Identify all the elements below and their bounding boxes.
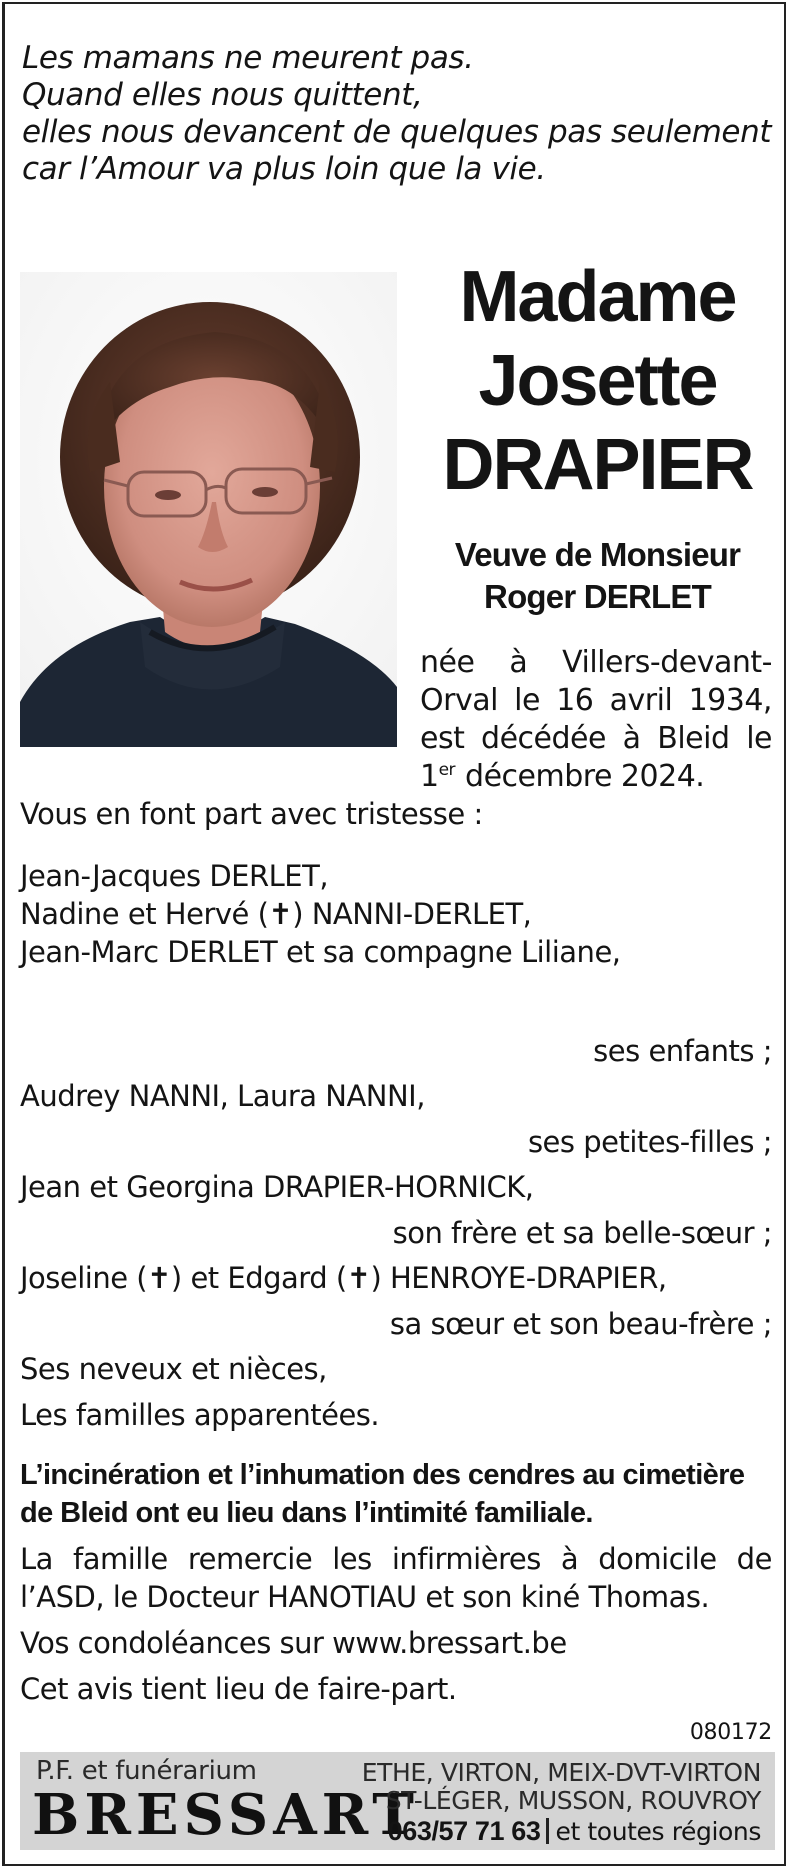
widow-line: Veuve de Monsieur (454, 536, 741, 573)
word: à (509, 645, 528, 680)
word: 1934, (688, 683, 772, 718)
children-list (20, 857, 772, 971)
children-role: ses enfants ; (593, 1034, 772, 1068)
nephews: Ses neveux et nièces, (20, 1352, 327, 1386)
intro-text: Vous en font part avec tristesse : (20, 797, 483, 831)
word: infirmières (391, 1542, 541, 1576)
birth-line (420, 682, 772, 720)
word: domicile (598, 1542, 717, 1576)
word: décédée (481, 721, 606, 756)
name-title: Madame (459, 257, 736, 337)
phone-number: 063/57 71 63 (387, 1816, 541, 1846)
word: les (332, 1542, 372, 1576)
ordinal-suffix: er (438, 760, 456, 780)
death-line (420, 758, 772, 796)
reference-number: 080172 (689, 1720, 772, 1745)
funeral-home-subtitle: P.F. et funérarium (36, 1756, 257, 1786)
death-line (420, 720, 772, 758)
brother-role: son frère et sa belle-sœur ; (392, 1216, 772, 1250)
word: décembre 2024. (465, 759, 705, 794)
sister-role: sa sœur et son beau-frère ; (389, 1307, 772, 1341)
regions: et toutes régions (555, 1817, 761, 1846)
thanks-line (20, 1540, 772, 1578)
word: de (736, 1542, 772, 1576)
locations-line: ETHE, VIRTON, MEIX-DVT-VIRTON (361, 1758, 761, 1787)
last-name: DRAPIER (442, 425, 753, 505)
notice-text: Cet avis tient lieu de faire-part. (20, 1672, 457, 1706)
ceremony-notice (20, 1456, 772, 1532)
word: à (560, 1542, 579, 1576)
family-member: Jean-Jacques DERLET, (20, 859, 329, 893)
word: née (420, 645, 475, 680)
death-day (420, 758, 455, 796)
poem-line: Les mamans ne meurent pas. (22, 40, 474, 76)
ceremony-line: de Bleid ont eu lieu dans l’intimité familiale. (20, 1497, 593, 1529)
word: remercie (187, 1542, 313, 1576)
brother: Jean et Georgina DRAPIER-HORNICK, (20, 1170, 534, 1204)
thanks (20, 1540, 772, 1616)
word: à (622, 721, 641, 756)
separator (546, 1818, 549, 1844)
condolences: Vos condoléances sur www.bressart.be (20, 1626, 567, 1660)
day-number: 1 (420, 759, 439, 794)
word: famille (73, 1542, 168, 1576)
funeral-home-logo: BRESSART (32, 1782, 419, 1848)
word: La (20, 1542, 53, 1576)
poem-line: Quand elles nous quittent, (22, 77, 423, 113)
families: Les familles apparentées. (20, 1398, 380, 1432)
contact-line (388, 1816, 761, 1847)
widow-of (420, 534, 775, 618)
poem-line: car l’Amour va plus loin que la vie. (22, 151, 546, 187)
word: est (420, 721, 465, 756)
word: Villers-devant- (562, 645, 772, 680)
word: 16 (556, 683, 594, 718)
word: le (514, 683, 540, 718)
poem (22, 40, 771, 188)
word: Orval (420, 683, 498, 718)
family-member: Jean-Marc DERLET et sa compagne Liliane, (20, 935, 621, 969)
widow-line: Roger DERLET (484, 578, 711, 615)
family-member: Nadine et Hervé (✝) NANNI-DERLET, (20, 897, 532, 931)
deceased-name (420, 255, 775, 507)
locations-line: ST-LÉGER, MUSSON, ROUVROY (385, 1786, 761, 1815)
birth-death-details (420, 644, 772, 796)
grandchildren: Audrey NANNI, Laura NANNI, (20, 1079, 425, 1113)
word: avril (609, 683, 673, 718)
portrait-photo (20, 272, 397, 747)
funeral-home-banner (20, 1752, 775, 1850)
poem-line: elles nous devancent de quelques pas seulement (22, 114, 772, 150)
grandchildren-role: ses petites-filles ; (527, 1125, 772, 1159)
first-name: Josette (478, 341, 717, 421)
word: Bleid (657, 721, 730, 756)
thanks-line: l’ASD, le Docteur HANOTIAU et son kiné Thomas. (20, 1580, 710, 1614)
birth-line (420, 644, 772, 682)
sister: Joseline (✝) et Edgard (✝) HENROYE-DRAPIER, (20, 1261, 667, 1295)
ceremony-line: L’incinération et l’inhumation des cendres au cimetière (20, 1459, 745, 1491)
word: le (746, 721, 772, 756)
